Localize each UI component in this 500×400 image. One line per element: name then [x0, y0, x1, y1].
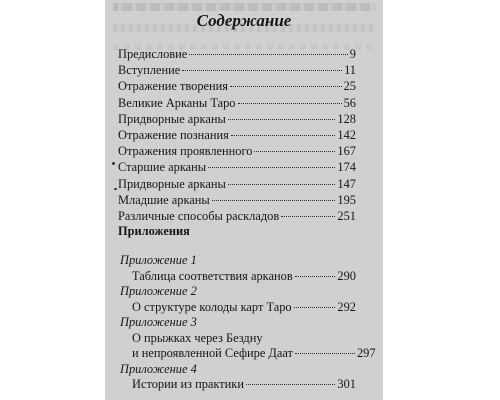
toc-entry-title: Вступление — [118, 63, 181, 78]
toc-entry — [118, 192, 356, 208]
toc-entry-title: Предисловие — [118, 47, 188, 61]
toc-entry-title: Старшие арканы — [118, 160, 207, 175]
toc-entry-title: Различные способы раскладов — [118, 208, 280, 223]
appendix-title: Таблица соответствия арканов — [132, 268, 293, 283]
dot-leader — [295, 353, 355, 354]
pen-dot-mark — [112, 162, 115, 165]
appendix-page: 297 — [356, 346, 376, 360]
appendix-label: Приложение 4 — [120, 361, 197, 376]
toc-entry-page: 174 — [337, 160, 356, 175]
toc-entry-page: 147 — [337, 176, 356, 191]
appendix-list — [118, 253, 376, 393]
toc-entry — [118, 127, 356, 143]
toc-entry-page: 25 — [343, 79, 356, 94]
appendix-heading: Приложения — [118, 224, 190, 238]
toc-entry — [118, 208, 356, 224]
toc-entry — [118, 46, 356, 62]
dot-leader — [294, 307, 336, 308]
toc-entry-title: Отражения проявленного — [118, 144, 253, 159]
toc-entry-title: Придворные арканы — [118, 176, 226, 191]
bleed-through-text — [113, 3, 375, 11]
appendix-page: 292 — [337, 299, 356, 314]
toc-entry-page: 11 — [344, 63, 356, 78]
appendix-entry — [118, 362, 356, 393]
appendix-entry — [118, 253, 356, 284]
appendix-entry — [118, 315, 376, 362]
toc-entry-page: 56 — [343, 95, 356, 110]
toc-entry-title: Придворные арканы — [118, 111, 226, 126]
appendix-line — [118, 346, 376, 362]
dot-leader — [212, 200, 336, 201]
appendix-label: Приложение 3 — [120, 315, 197, 329]
appendix-line — [118, 331, 356, 347]
toc-entry-page: 195 — [337, 192, 356, 207]
toc-entry — [118, 143, 356, 159]
toc-entry-page: 167 — [337, 144, 356, 159]
toc-entry-page: 142 — [337, 127, 356, 142]
toc-entry-page: 128 — [337, 111, 356, 126]
toc-entry — [118, 62, 356, 78]
appendix-entry — [118, 284, 356, 315]
book-page — [105, 0, 383, 400]
dot-leader — [189, 54, 348, 55]
dot-leader — [228, 184, 336, 185]
dot-leader — [238, 103, 342, 104]
appendix-line — [118, 269, 356, 285]
appendix-page: 290 — [337, 268, 356, 283]
toc-entry — [118, 95, 356, 111]
pen-dot-mark — [114, 188, 117, 190]
appendix-title: О прыжках через Бездну — [132, 330, 263, 345]
toc-entry-title: Отражение познания — [118, 127, 229, 142]
dot-leader — [281, 216, 335, 217]
toc-entry — [118, 78, 356, 94]
toc-entry-title: Отражение творения — [118, 79, 228, 94]
dot-leader — [228, 119, 336, 120]
dot-leader — [231, 135, 336, 136]
appendix-title: Истории из практики — [132, 377, 244, 391]
toc-entry — [118, 176, 356, 192]
dot-leader — [230, 86, 342, 87]
toc-entry-page: 251 — [337, 208, 356, 223]
contents-heading: Содержание — [196, 11, 292, 30]
toc-list — [118, 46, 356, 224]
appendix-line — [118, 300, 356, 316]
toc-entry — [118, 111, 356, 127]
dot-leader — [182, 70, 342, 71]
appendix-page: 301 — [337, 377, 356, 391]
toc-entry — [118, 159, 356, 175]
dot-leader — [295, 276, 336, 277]
toc-entry-page: 9 — [349, 47, 356, 61]
appendix-title: О структуре колоды карт Таро — [132, 299, 292, 314]
dot-leader — [246, 384, 335, 385]
appendix-title-cont: и непроявленной Сефире Даат — [132, 346, 293, 360]
dot-leader — [208, 167, 335, 168]
appendix-line — [118, 377, 356, 393]
appendix-label: Приложение 2 — [120, 284, 197, 298]
appendix-label: Приложение 1 — [120, 253, 197, 267]
dot-leader — [254, 151, 335, 152]
toc-entry-title: Младшие арканы — [118, 192, 210, 207]
toc-entry-title: Великие Арканы Таро — [118, 95, 236, 110]
